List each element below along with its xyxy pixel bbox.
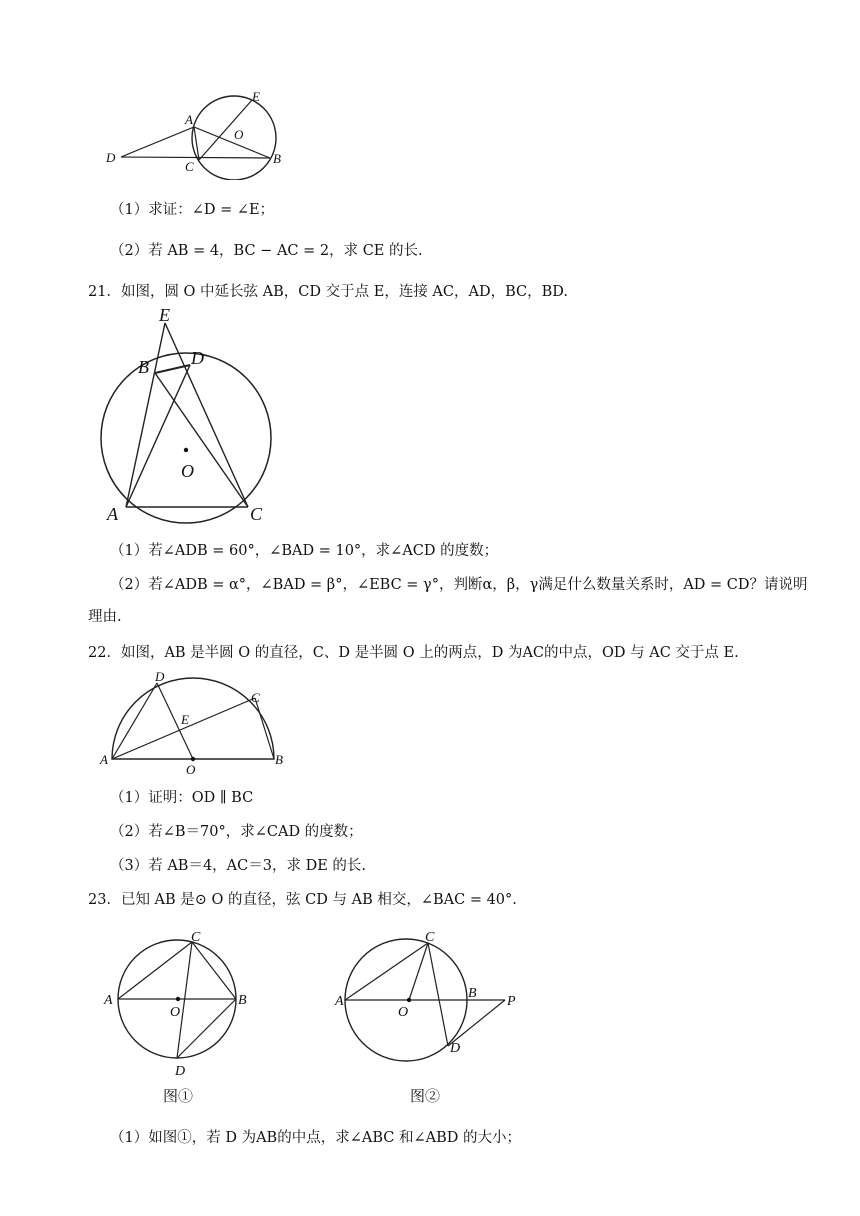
fig23b-label-P: P	[507, 994, 516, 1009]
fig22-label-B: B	[275, 752, 283, 767]
fig22-label-D: D	[155, 669, 165, 684]
fig23a-label-O: O	[170, 1005, 181, 1020]
fig21-label-A: A	[107, 504, 118, 524]
fig23a-label-B: B	[238, 993, 247, 1008]
fig23b-label-D: D	[450, 1041, 461, 1056]
fig23a-caption: 图①	[163, 1089, 194, 1105]
fig20-label-C: C	[185, 159, 194, 174]
q22-part1: （1）证明：OD ∥ BC	[110, 790, 254, 806]
fig23a-label-C: C	[191, 930, 201, 945]
figure-20	[100, 85, 300, 180]
fig23b-label-B: B	[468, 986, 477, 1001]
fig20-label-A: A	[185, 112, 193, 127]
fig23b-label-C: C	[425, 930, 435, 945]
q23-part1: （1）如图①，若 D 为AB的中点，求∠ABC 和∠ABD 的大小；	[110, 1130, 521, 1146]
q21-part2-line1: （2）若∠ADB = α°，∠BAD = β°，∠EBC = γ°，判断α，β，γ满足什么数量关系时，AD = CD？请说明	[110, 577, 808, 593]
q20-part1: （1）求证：∠D = ∠E；	[110, 202, 275, 218]
fig22-label-A: A	[100, 752, 108, 767]
figure-22	[96, 665, 291, 780]
fig23b-label-O: O	[398, 1005, 409, 1020]
fig22-label-E: E	[181, 712, 189, 727]
fig23a-label-A: A	[104, 993, 113, 1008]
q20-part2: （2）若 AB = 4，BC − AC = 2，求 CE 的长.	[110, 243, 423, 259]
q21-part2-line2: 理由.	[88, 609, 122, 625]
fig23b-label-A: A	[335, 994, 344, 1009]
fig20-label-O: O	[234, 127, 244, 142]
fig21-label-B: B	[138, 357, 149, 377]
q22-part2: （2）若∠B＝70°，求∠CAD 的度数；	[110, 824, 363, 840]
figure-21	[95, 302, 285, 527]
q22-stem: 22．如图，AB 是半圆 O 的直径，C、D 是半圆 O 上的两点，D 为AC的中点，OD 与 AC 交于点 E.	[88, 645, 739, 661]
fig23b-caption: 图②	[410, 1089, 441, 1105]
fig21-label-O: O	[181, 461, 194, 481]
q23-stem: 23．已知 AB 是⊙ O 的直径，弦 CD 与 AB 相交，∠BAC = 40°.	[88, 892, 517, 908]
q21-part1: （1）若∠ADB = 60°，∠BAD = 10°，求∠ACD 的度数；	[110, 543, 499, 559]
q22-part3: （3）若 AB＝4，AC＝3，求 DE 的长.	[110, 858, 367, 874]
figure-23-1	[100, 925, 260, 1110]
q21-stem: 21．如图，圆 O 中延长弦 AB，CD 交于点 E，连接 AC，AD，BC，BD.	[88, 284, 568, 300]
fig22-label-O: O	[186, 762, 196, 777]
fig20-label-D: D	[106, 150, 116, 165]
fig21-label-C: C	[250, 504, 263, 524]
fig23a-label-D: D	[175, 1064, 186, 1079]
fig21-label-D: D	[191, 348, 204, 368]
fig20-label-B: B	[273, 151, 281, 166]
fig21-label-E: E	[159, 305, 170, 325]
figure-23-2	[330, 925, 525, 1110]
fig22-label-C: C	[251, 690, 260, 705]
fig20-label-E: E	[252, 89, 260, 104]
